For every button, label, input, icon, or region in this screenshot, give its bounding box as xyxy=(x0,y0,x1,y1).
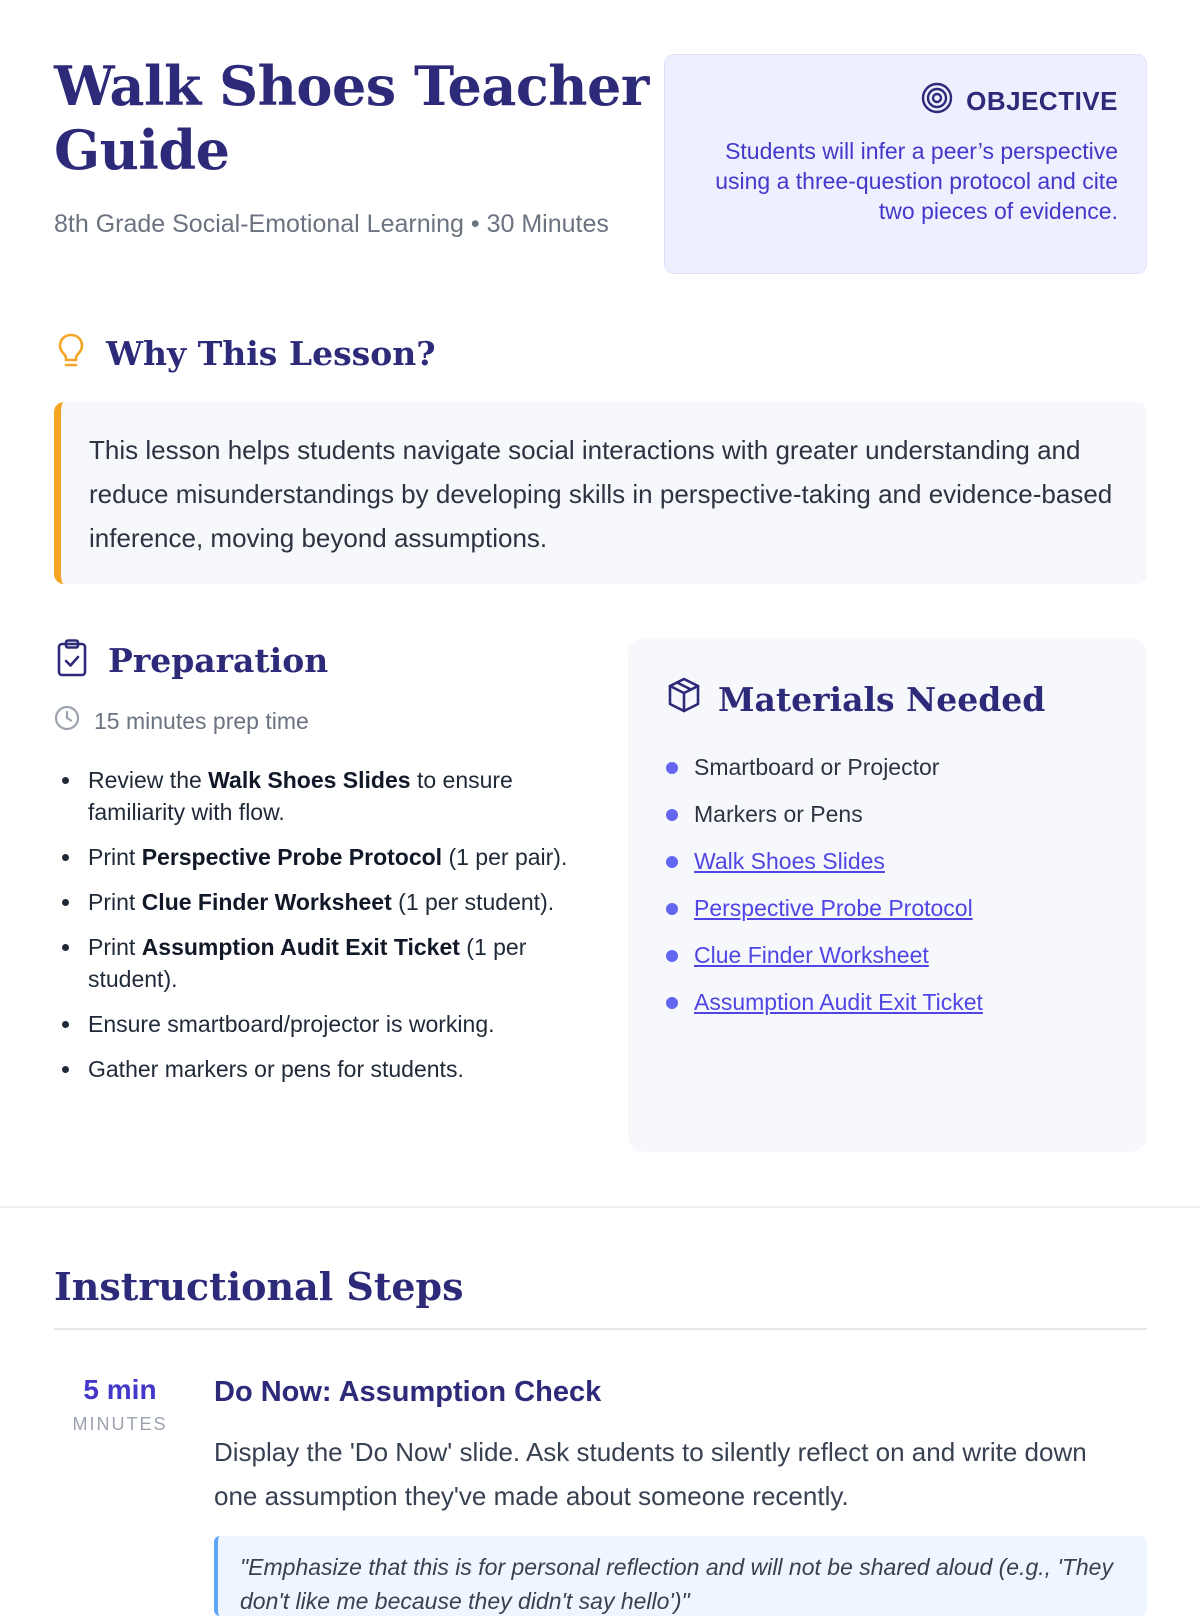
list-item xyxy=(666,838,1109,885)
why-heading-text: Why This Lesson? xyxy=(106,333,436,373)
material-label: Markers or Pens xyxy=(694,801,863,827)
materials-list xyxy=(666,744,1109,1026)
objective-header xyxy=(693,81,1118,122)
step-duration xyxy=(54,1374,186,1435)
step-description: Display the 'Do Now' slide. Ask students to silently reflect on and write down one assumption they've made about someone recently. xyxy=(214,1437,1087,1511)
steps-heading: Instructional Steps xyxy=(54,1264,464,1309)
step-title: Do Now: Assumption Check xyxy=(214,1376,602,1408)
step-teacher-note: "Emphasize that this is for personal reflection and will not be shared aloud (e.g., 'They don't like me because they didn't say hello')" xyxy=(214,1536,1147,1616)
list-item xyxy=(666,885,1109,932)
preparation-heading xyxy=(54,638,328,682)
preparation-list xyxy=(54,764,574,1098)
assumption-audit-exit-ticket-link[interactable]: Assumption Audit Exit Ticket xyxy=(694,989,983,1015)
objective-text: Students will infer a peer’s perspective using a three-question protocol and cite two pieces of evidence. xyxy=(715,138,1118,224)
list-item: Print Perspective Probe Protocol (1 per pair). xyxy=(54,841,574,873)
materials-heading xyxy=(666,676,1109,722)
why-text: This lesson helps students navigate social interactions with greater understanding and reduce misunderstandings by developing skills in perspective-taking and evidence-based inference, moving beyond assumptions. xyxy=(54,402,1147,584)
list-item xyxy=(666,744,1109,791)
list-item xyxy=(666,932,1109,979)
clue-finder-worksheet-link[interactable]: Clue Finder Worksheet xyxy=(694,942,929,968)
steps-divider xyxy=(54,1328,1147,1330)
section-divider xyxy=(0,1206,1200,1208)
clipboard-check-icon xyxy=(54,638,90,682)
page-subtitle: 8th Grade Social-Emotional Learning • 30 Minutes xyxy=(54,210,609,238)
prep-time xyxy=(54,705,309,737)
bullet-icon xyxy=(666,809,678,821)
target-icon xyxy=(920,81,954,122)
bullet-icon xyxy=(666,903,678,915)
box-icon xyxy=(666,676,702,722)
bullet-icon xyxy=(666,762,678,774)
objective-card xyxy=(664,54,1147,274)
list-item: Review the Walk Shoes Slides to ensure familiarity with flow. xyxy=(54,764,574,828)
step-duration-unit: MINUTES xyxy=(72,1414,168,1434)
step-duration-value: 5 min xyxy=(83,1374,157,1405)
perspective-probe-protocol-link[interactable]: Perspective Probe Protocol xyxy=(694,895,973,921)
list-item: Ensure smartboard/projector is working. xyxy=(54,1008,574,1040)
clock-icon xyxy=(54,705,80,737)
bullet-icon xyxy=(666,856,678,868)
lightbulb-icon xyxy=(54,332,88,374)
prep-time-text: 15 minutes prep time xyxy=(94,707,309,734)
why-heading xyxy=(54,332,436,374)
list-item: Gather markers or pens for students. xyxy=(54,1053,574,1085)
page-title: Walk Shoes Teacher Guide xyxy=(54,54,649,182)
objective-label: OBJECTIVE xyxy=(966,86,1118,116)
preparation-heading-text: Preparation xyxy=(108,640,329,680)
list-item: Print Clue Finder Worksheet (1 per student). xyxy=(54,886,574,918)
list-item xyxy=(666,791,1109,838)
bullet-icon xyxy=(666,997,678,1009)
list-item xyxy=(666,979,1109,1026)
materials-heading-text: Materials Needed xyxy=(718,679,1046,719)
bullet-icon xyxy=(666,950,678,962)
list-item: Print Assumption Audit Exit Ticket (1 per student). xyxy=(54,931,574,995)
materials-card xyxy=(628,638,1147,1152)
material-label: Smartboard or Projector xyxy=(694,754,940,780)
walk-shoes-slides-link[interactable]: Walk Shoes Slides xyxy=(694,848,885,874)
